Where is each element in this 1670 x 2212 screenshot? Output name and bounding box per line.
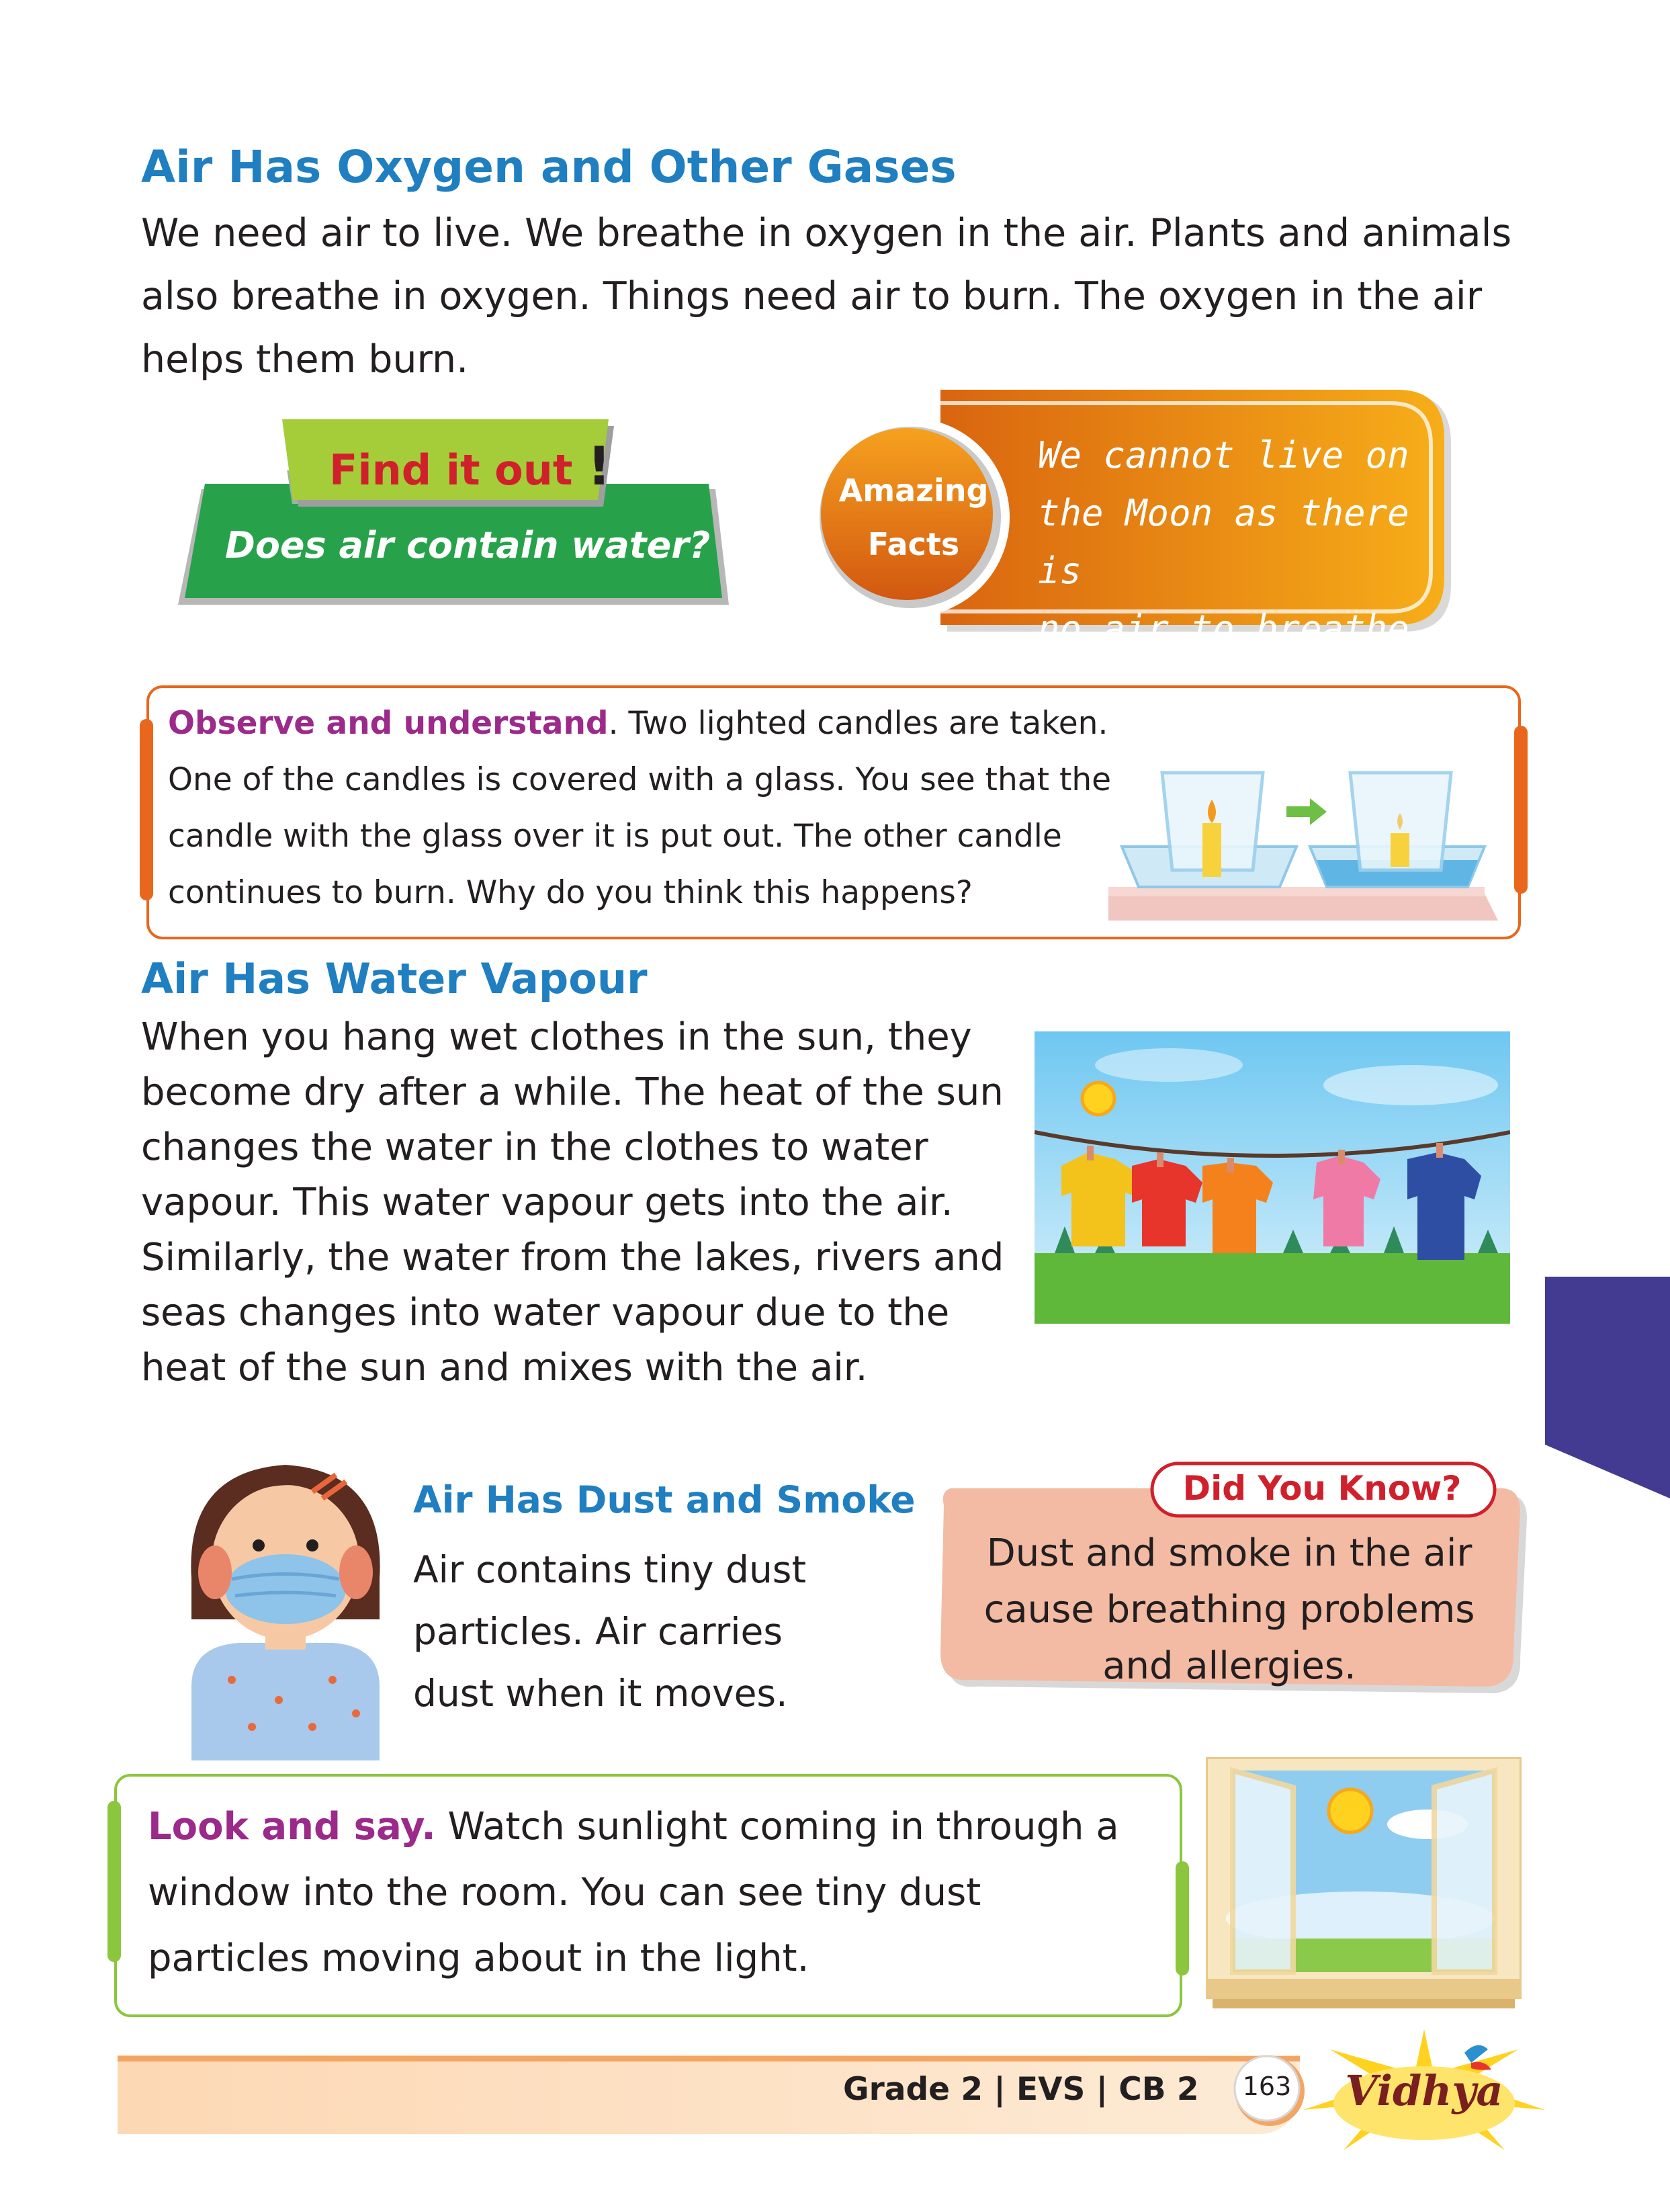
window-illustration [1206, 1757, 1522, 2012]
find-it-out-title: Find it out ! [329, 437, 611, 497]
section-heading-dust: Air Has Dust and Smoke [413, 1478, 916, 1521]
amazing-facts-label: Amazing Facts [838, 472, 989, 562]
observe-box-accent-right [1514, 726, 1528, 894]
look-and-say-text: Look and say. Watch sunlight coming in through a window into the room. You can see tiny dust particles moving about in the light. [148, 1805, 1119, 1980]
section-text-oxygen: We need air to live. We breathe in oxygen in the air. Plants and animals also breathe in oxygen. Things need air to burn. The oxygen in the air helps them burn. [141, 211, 1512, 382]
section-text-dust: Air contains tiny dust particles. Air carries dust when it moves. [413, 1548, 807, 1715]
vidhya-logo-text: Vidhya [1345, 2066, 1503, 2115]
section-heading-water-vapour: Air Has Water Vapour [141, 954, 648, 1003]
section-text-water-vapour: When you hang wet clothes in the sun, they become dry after a while. The heat of the sun changes the water in the clothes to water vapour. This water vapour gets into the air. Similarly, the water from the lakes, rivers and seas changes into water vapour due to the heat of the sun and mixes with the air. [141, 1015, 1004, 1390]
amazing-facts-text: We cannot live on the Moon as there is no air to breathe. [1038, 434, 1432, 650]
look-box-accent-right [1176, 1861, 1189, 1975]
chapter-side-tab [1545, 1277, 1670, 1498]
footer-book-info: Grade 2 | EVS | CB 2 [843, 2071, 1199, 2108]
girl-with-mask-illustration [178, 1445, 393, 1760]
section-heading-oxygen: Air Has Oxygen and Other Gases [141, 141, 957, 193]
observe-box-accent-left [140, 719, 153, 900]
observe-text: Observe and understand. Two lighted candles are taken. One of the candles is covered with a glass. You see that the candle with the glass over it is put out. The other candle continues to burn. Why do you think this happens? [168, 705, 1112, 911]
find-it-out-question: Does air contain water? [225, 524, 711, 566]
look-box-accent-left [107, 1801, 121, 1962]
page-number: 163 [1242, 2072, 1292, 2101]
did-you-know-title: Did You Know? [1182, 1469, 1462, 1508]
clothesline-illustration [1035, 1031, 1510, 1324]
observe-keyword: Observe and understand [168, 705, 609, 742]
look-and-say-keyword: Look and say. [148, 1805, 436, 1848]
footer-line [118, 2056, 1300, 2061]
candles-illustration [1108, 759, 1498, 921]
did-you-know-text: Dust and smoke in the air cause breathing problems and allergies. [983, 1531, 1475, 1688]
